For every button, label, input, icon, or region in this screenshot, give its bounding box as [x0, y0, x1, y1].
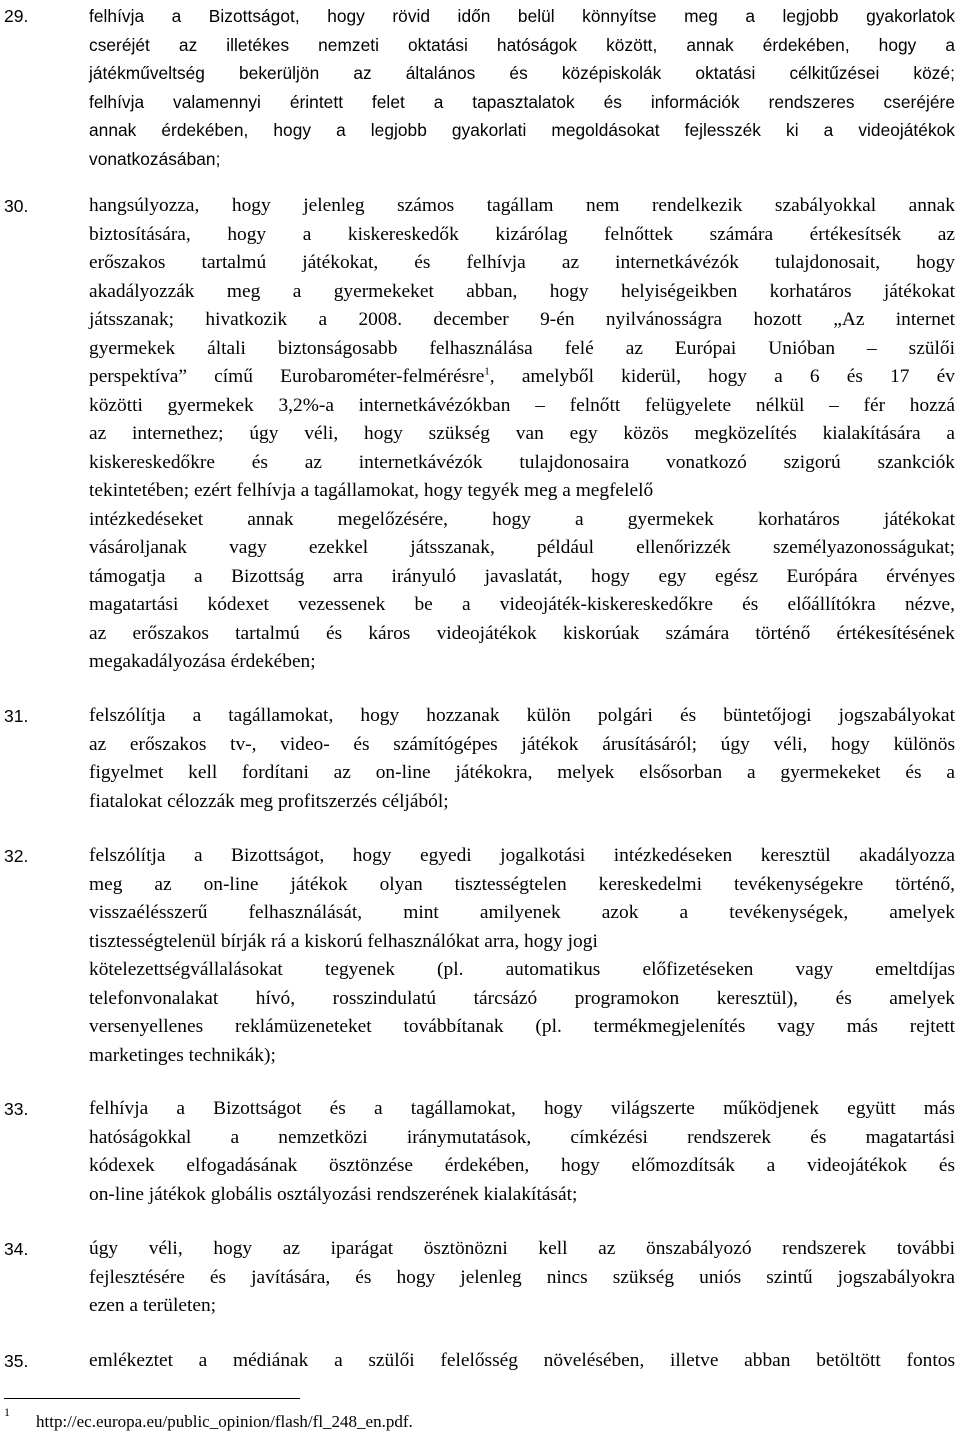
text-line: felhívja a Bizottságot, hogy rövid időn belül könnyítse meg a legjobb gyakorlatok: [89, 6, 955, 26]
footnote-reference[interactable]: 1: [484, 365, 490, 378]
paragraph-number: 31.: [4, 706, 29, 726]
paragraph-number: 33.: [4, 1099, 29, 1119]
text-line: játékműveltség bekerüljön az általános és középiskolák oktatási célkitűzései közé;: [89, 63, 955, 83]
text-line: versenyellenes reklámüzeneteket továbbítanak (pl. termékmegjelenítés vagy más rejtett: [89, 1016, 955, 1037]
text-segment: perspektíva” című Eurobarométer-felmérésre: [89, 366, 485, 387]
text-line: magatartási kódexet vezessenek be a videojáték-kiskereskedőkre és előállítókra nézve,: [89, 594, 955, 615]
text-line: megakadályozása érdekében;: [89, 651, 316, 672]
text-line: gyermekek általi biztonságosabb felhasználása felé az Európai Unióban – szülői: [89, 337, 955, 359]
paragraph-text: [89, 1347, 955, 1376]
text-line: kódexek elfogadásának ösztönzése érdekében, hogy előmozdítsák a videojátékok és: [89, 1155, 955, 1176]
paragraph-number: 32.: [4, 846, 29, 866]
text-line: közötti gyermekek 3,2%-a internetkávézókban – felnőtt felügyelete nélkül – fér hozzá: [89, 394, 955, 416]
text-line: visszaélésszerű felhasználását, mint amilyenek azok a tevékenységek, amelyek: [89, 902, 955, 923]
text-line: emlékeztet a médiának a szülői felelősség növelésében, illetve abban betöltött fontos: [89, 1350, 955, 1371]
text-line: játsszanak; hivatkozik a 2008. december 9-én nyilvánosságra hozott „Az internet: [89, 309, 955, 330]
text-line: tisztességtelenül bírják rá a kiskorú felhasználókat arra, hogy jogi: [89, 930, 598, 952]
text-line-with-footnote: [89, 363, 955, 392]
text-line: felszólítja a tagállamokat, hogy hozzanak külön polgári és büntetőjogi jogszabályokat: [89, 705, 955, 726]
text-line: támogatja a Bizottság arra irányuló javaslatát, hogy egy egész Európára érvényes: [89, 565, 955, 587]
text-line: fiatalokat célozzák meg profitszerzés céljából;: [89, 790, 449, 812]
paragraph-number: 29.: [4, 6, 29, 26]
paragraph-text: [89, 1095, 955, 1209]
text-line: ezen a területen;: [89, 1295, 217, 1316]
text-line: úgy véli, hogy az iparágat ösztönözni kell az önszabályozó rendszerek további: [89, 1238, 955, 1259]
text-line: az internethez; úgy véli, hogy szükség van egy közös megközelítés kialakítására a: [89, 423, 955, 444]
footnote-mark: 1: [4, 1405, 10, 1419]
text-line: felhívja valamennyi érintett felet a tapasztalatok és információk rendszeres cseréjére: [89, 91, 955, 112]
paragraph-number: 30.: [4, 196, 29, 216]
text-line: figyelmet kell fordítani az on-line játékokra, melyek elsősorban a gyermekeket és a: [89, 762, 955, 783]
text-line: az erőszakos tartalmú és káros videojátékok kiskorúak számára történő értékesítésének: [89, 622, 955, 644]
text-line: tekintetében; ezért felhívja a tagállamokat, hogy tegyék meg a megfelelő: [89, 480, 654, 501]
text-line: annak érdekében, hogy a legjobb gyakorlati megoldásokat fejlesszék ki a videojátékok: [89, 120, 955, 140]
text-line: akadályozzák meg a gyermekeket abban, hogy helyiségeikben korhatáros játékokat: [89, 280, 955, 302]
text-line: fejlesztésére és javítására, és hogy jelenleg nincs szükség uniós szintű jogszabályokra: [89, 1266, 955, 1288]
text-line: vonatkozásában;: [89, 148, 221, 169]
paragraph-text: [89, 702, 955, 816]
text-line: hangsúlyozza, hogy jelenleg számos tagállam nem rendelkezik szabályokkal annak: [89, 195, 955, 216]
text-line: marketinges technikák);: [89, 1044, 276, 1066]
text-line: felszólítja a Bizottságot, hogy egyedi jogalkotási intézkedéseken keresztül akadályozza: [89, 845, 955, 866]
text-line: erőszakos tartalmú játékokat, és felhívja az internetkávézók tulajdonosait, hogy: [89, 252, 955, 273]
text-line: hatóságokkal a nemzetközi iránymutatások, címkézési rendszerek és magatartási: [89, 1126, 955, 1148]
text-line: on-line játékok globális osztályozási rendszerének kialakítását;: [89, 1183, 578, 1205]
paragraph-text: [89, 1235, 955, 1321]
text-line: az erőszakos tv-, video- és számítógépes játékok árusításáról; úgy véli, hogy különös: [89, 733, 955, 755]
text-line: felhívja a Bizottságot és a tagállamokat, hogy világszerte működjenek együtt más: [89, 1098, 955, 1119]
text-line: cseréjét az illetékes nemzeti oktatási hatóságok között, annak érdekében, hogy a: [89, 34, 955, 55]
paragraph-text: [89, 2, 955, 173]
text-line: meg az on-line játékok olyan tisztességtelen kereskedelmi tevékenységekre történő,: [89, 873, 955, 895]
paragraph-text: [89, 192, 955, 677]
paragraph-number: 34.: [4, 1239, 29, 1259]
text-line: intézkedéseket annak megelőzésére, hogy a gyermekek korhatáros játékokat: [89, 508, 955, 530]
paragraph-number: 35.: [4, 1351, 29, 1371]
text-line: telefonvonalakat hívó, rosszindulatú tárcsázó programokon keresztül), és amelyek: [89, 987, 955, 1009]
text-segment: , amelyből kiderül, hogy a 6 és 17 év: [489, 366, 955, 387]
paragraph-text: [89, 842, 955, 1070]
text-line: vásároljanak vagy ezekkel játsszanak, például ellenőrizzék személyazonosságukat;: [89, 537, 955, 558]
footnote-separator: [4, 1398, 300, 1399]
text-line: biztosítására, hogy a kiskereskedők kizárólag felnőttek számára értékesítsék az: [89, 223, 955, 245]
text-line: kiskereskedőkre és az internetkávézók tulajdonosaira vonatkozó szigorú szankciók: [89, 451, 955, 473]
footnote-link[interactable]: http://ec.europa.eu/public_opinion/flash/fl_248_en.pdf.: [36, 1412, 413, 1431]
text-line: kötelezettségvállalásokat tegyenek (pl. automatikus előfizetéseken vagy emeltdíjas: [89, 959, 955, 980]
